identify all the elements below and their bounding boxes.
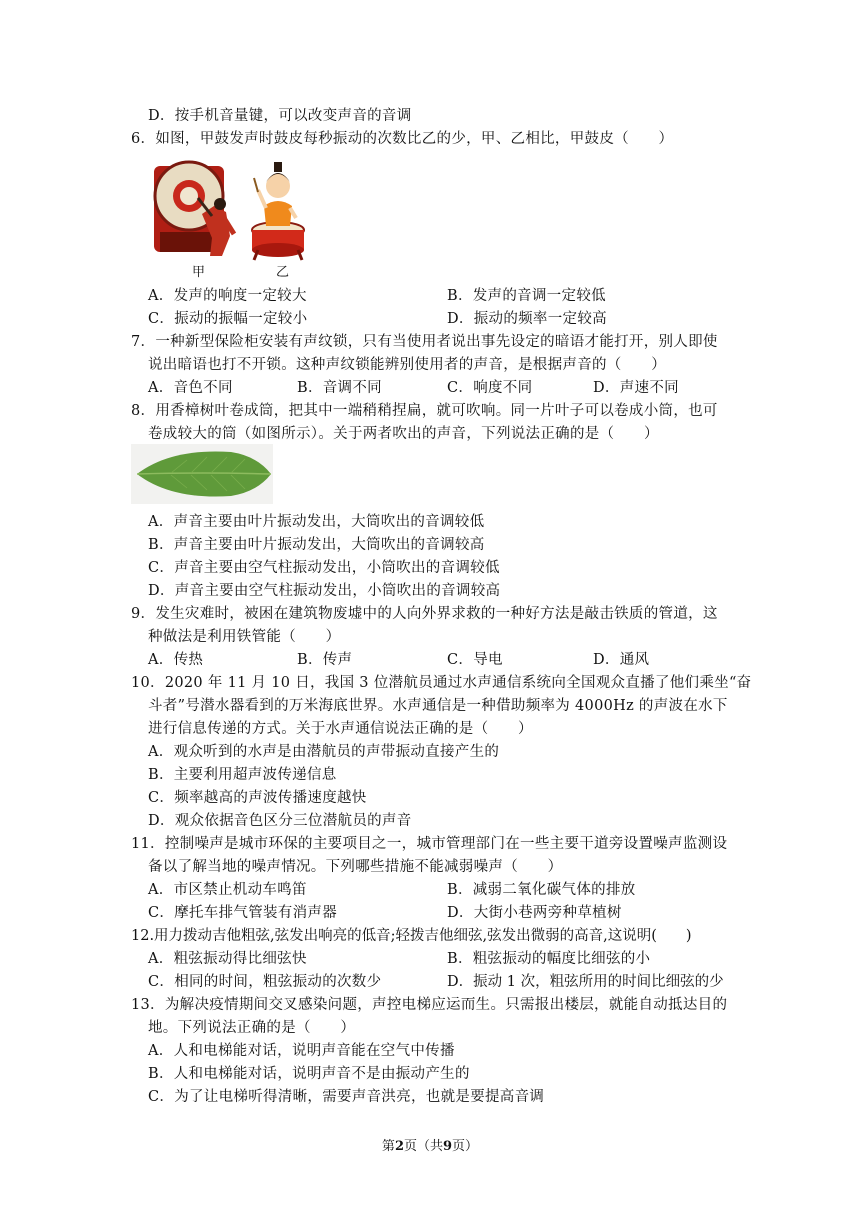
q6-option-c: C．振动的振幅一定较小 (148, 311, 308, 327)
q12-option-c: C．相同的时间，粗弦振动的次数少 (148, 974, 382, 990)
q8-option-a: A．声音主要由叶片振动发出，大筒吹出的音调较低 (148, 514, 485, 530)
q7-option-d: D．声速不同 (593, 380, 679, 396)
q8-line-2: 卷成较大的筒（如图所示）。关于两者吹出的声音，下列说法正确的是（ ） (148, 426, 659, 442)
q6-caption-a: 甲 (192, 265, 206, 280)
q13-line-1: 13．为解决疫情期间交叉感染问题，声控电梯应运而生。只需报出楼层，就能自动抵达目的 (131, 997, 728, 1013)
q6-option-b: B．发声的音调一定较低 (447, 288, 606, 304)
q11-option-d: D．大街小巷两旁种草植树 (447, 905, 622, 921)
q7-option-a: A．音色不同 (148, 380, 233, 396)
q10-line-2: 斗者”号潜水器看到的万米海底世界。水声通信是一种借助频率为 4000Hz 的声波在水下 (148, 698, 728, 714)
drum-illustration (150, 156, 310, 262)
q9-option-a: A．传热 (148, 652, 204, 668)
drum-b-figure (252, 162, 304, 260)
q9-option-b: B．传声 (297, 652, 353, 668)
q7-line-2: 说出暗语也打不开锁。这种声纹锁能辨别使用者的声音，是根据声音的（ ） (148, 357, 666, 373)
q6-option-a: A．发声的响度一定较大 (148, 288, 307, 304)
q12-option-d: D．振动 1 次，粗弦所用的时间比细弦的少 (447, 974, 724, 990)
q9-option-c: C．导电 (447, 652, 503, 668)
q7-option-c: C．响度不同 (447, 380, 533, 396)
q11-option-c: C．摩托车排气管装有消声器 (148, 905, 337, 921)
q12-option-a: A．粗弦振动得比细弦快 (148, 951, 307, 967)
q10-option-d: D．观众依据音色区分三位潜航员的声音 (148, 813, 412, 829)
q6-option-d: D．振动的频率一定较高 (447, 311, 607, 327)
q5-option-d: D．按手机音量键，可以改变声音的音调 (148, 108, 412, 124)
q9-line-2: 种做法是利用铁管能（ ） (148, 629, 341, 645)
q12-option-b: B．粗弦振动的幅度比细弦的小 (447, 951, 651, 967)
q8-option-c: C．声音主要由空气柱振动发出，小筒吹出的音调较低 (148, 560, 500, 576)
q8-option-d: D．声音主要由空气柱振动发出，小筒吹出的音调较高 (148, 583, 501, 599)
q7-option-b: B．音调不同 (297, 380, 382, 396)
q10-option-a: A．观众听到的水声是由潜航员的声带振动直接产生的 (148, 744, 500, 760)
page-footer (0, 1138, 860, 1156)
q6-caption-b: 乙 (276, 265, 290, 280)
q8-line-1: 8．用香樟树叶卷成筒，把其中一端稍稍捏扁，就可吹响。同一片叶子可以卷成小筒，也可 (131, 403, 718, 419)
q10-line-3: 进行信息传递的方式。关于水声通信说法正确的是（ ） (148, 721, 533, 737)
q11-option-b: B．减弱二氧化碳气体的排放 (447, 882, 636, 898)
q13-option-b: B．人和电梯能对话，说明声音不是由振动产生的 (148, 1066, 470, 1082)
footer-suffix: 页） (452, 1139, 479, 1154)
q10-option-c: C．频率越高的声波传播速度越快 (148, 790, 367, 806)
q11-option-a: A．市区禁止机动车鸣笛 (148, 882, 307, 898)
q8-option-b: B．声音主要由叶片振动发出，大筒吹出的音调较高 (148, 537, 485, 553)
q11-line-1: 11．控制噪声是城市环保的主要项目之一，城市管理部门在一些主要干道旁设置噪声监测设 (131, 836, 728, 852)
footer-page-number: 2 (394, 1139, 404, 1154)
leaf-illustration (131, 444, 273, 504)
q12-line-1: 12.用力拨动吉他粗弦,弦发出响亮的低音;轻拨吉他细弦,弦发出微弱的高音,这说明( ) (131, 928, 692, 944)
drum-a-figure (154, 162, 234, 256)
q9-line-1: 9．发生灾难时，被困在建筑物废墟中的人向外界求救的一种好方法是敲击铁质的管道，这 (131, 606, 718, 622)
q9-option-d: D．通风 (593, 652, 650, 668)
q10-line-1: 10．2020 年 11 月 10 日，我国 3 位潜航员通过水声通信系统向全国观众直播了他们乘坐“奋 (131, 675, 752, 691)
q13-line-2: 地。下列说法正确的是（ ） (148, 1020, 356, 1036)
q10-option-b: B．主要利用超声波传递信息 (148, 767, 337, 783)
footer-prefix: 第 (381, 1139, 395, 1154)
q7-line-1: 7．一种新型保险柜安装有声纹锁，只有当使用者说出事先设定的暗语才能打开，别人即使 (131, 334, 718, 350)
q11-line-2: 备以了解当地的噪声情况。下列哪些措施不能减弱噪声（ ） (148, 859, 563, 875)
q13-option-c: C．为了让电梯听得清晰，需要声音洪亮，也就是要提高音调 (148, 1089, 545, 1105)
footer-total-pages: 9 (443, 1139, 453, 1154)
footer-middle: 页（共 (403, 1139, 443, 1154)
q6-stem: 6．如图，甲鼓发声时鼓皮每秒振动的次数比乙的少，甲、乙相比，甲鼓皮（ ） (131, 131, 674, 147)
q13-option-a: A．人和电梯能对话，说明声音能在空气中传播 (148, 1043, 455, 1059)
